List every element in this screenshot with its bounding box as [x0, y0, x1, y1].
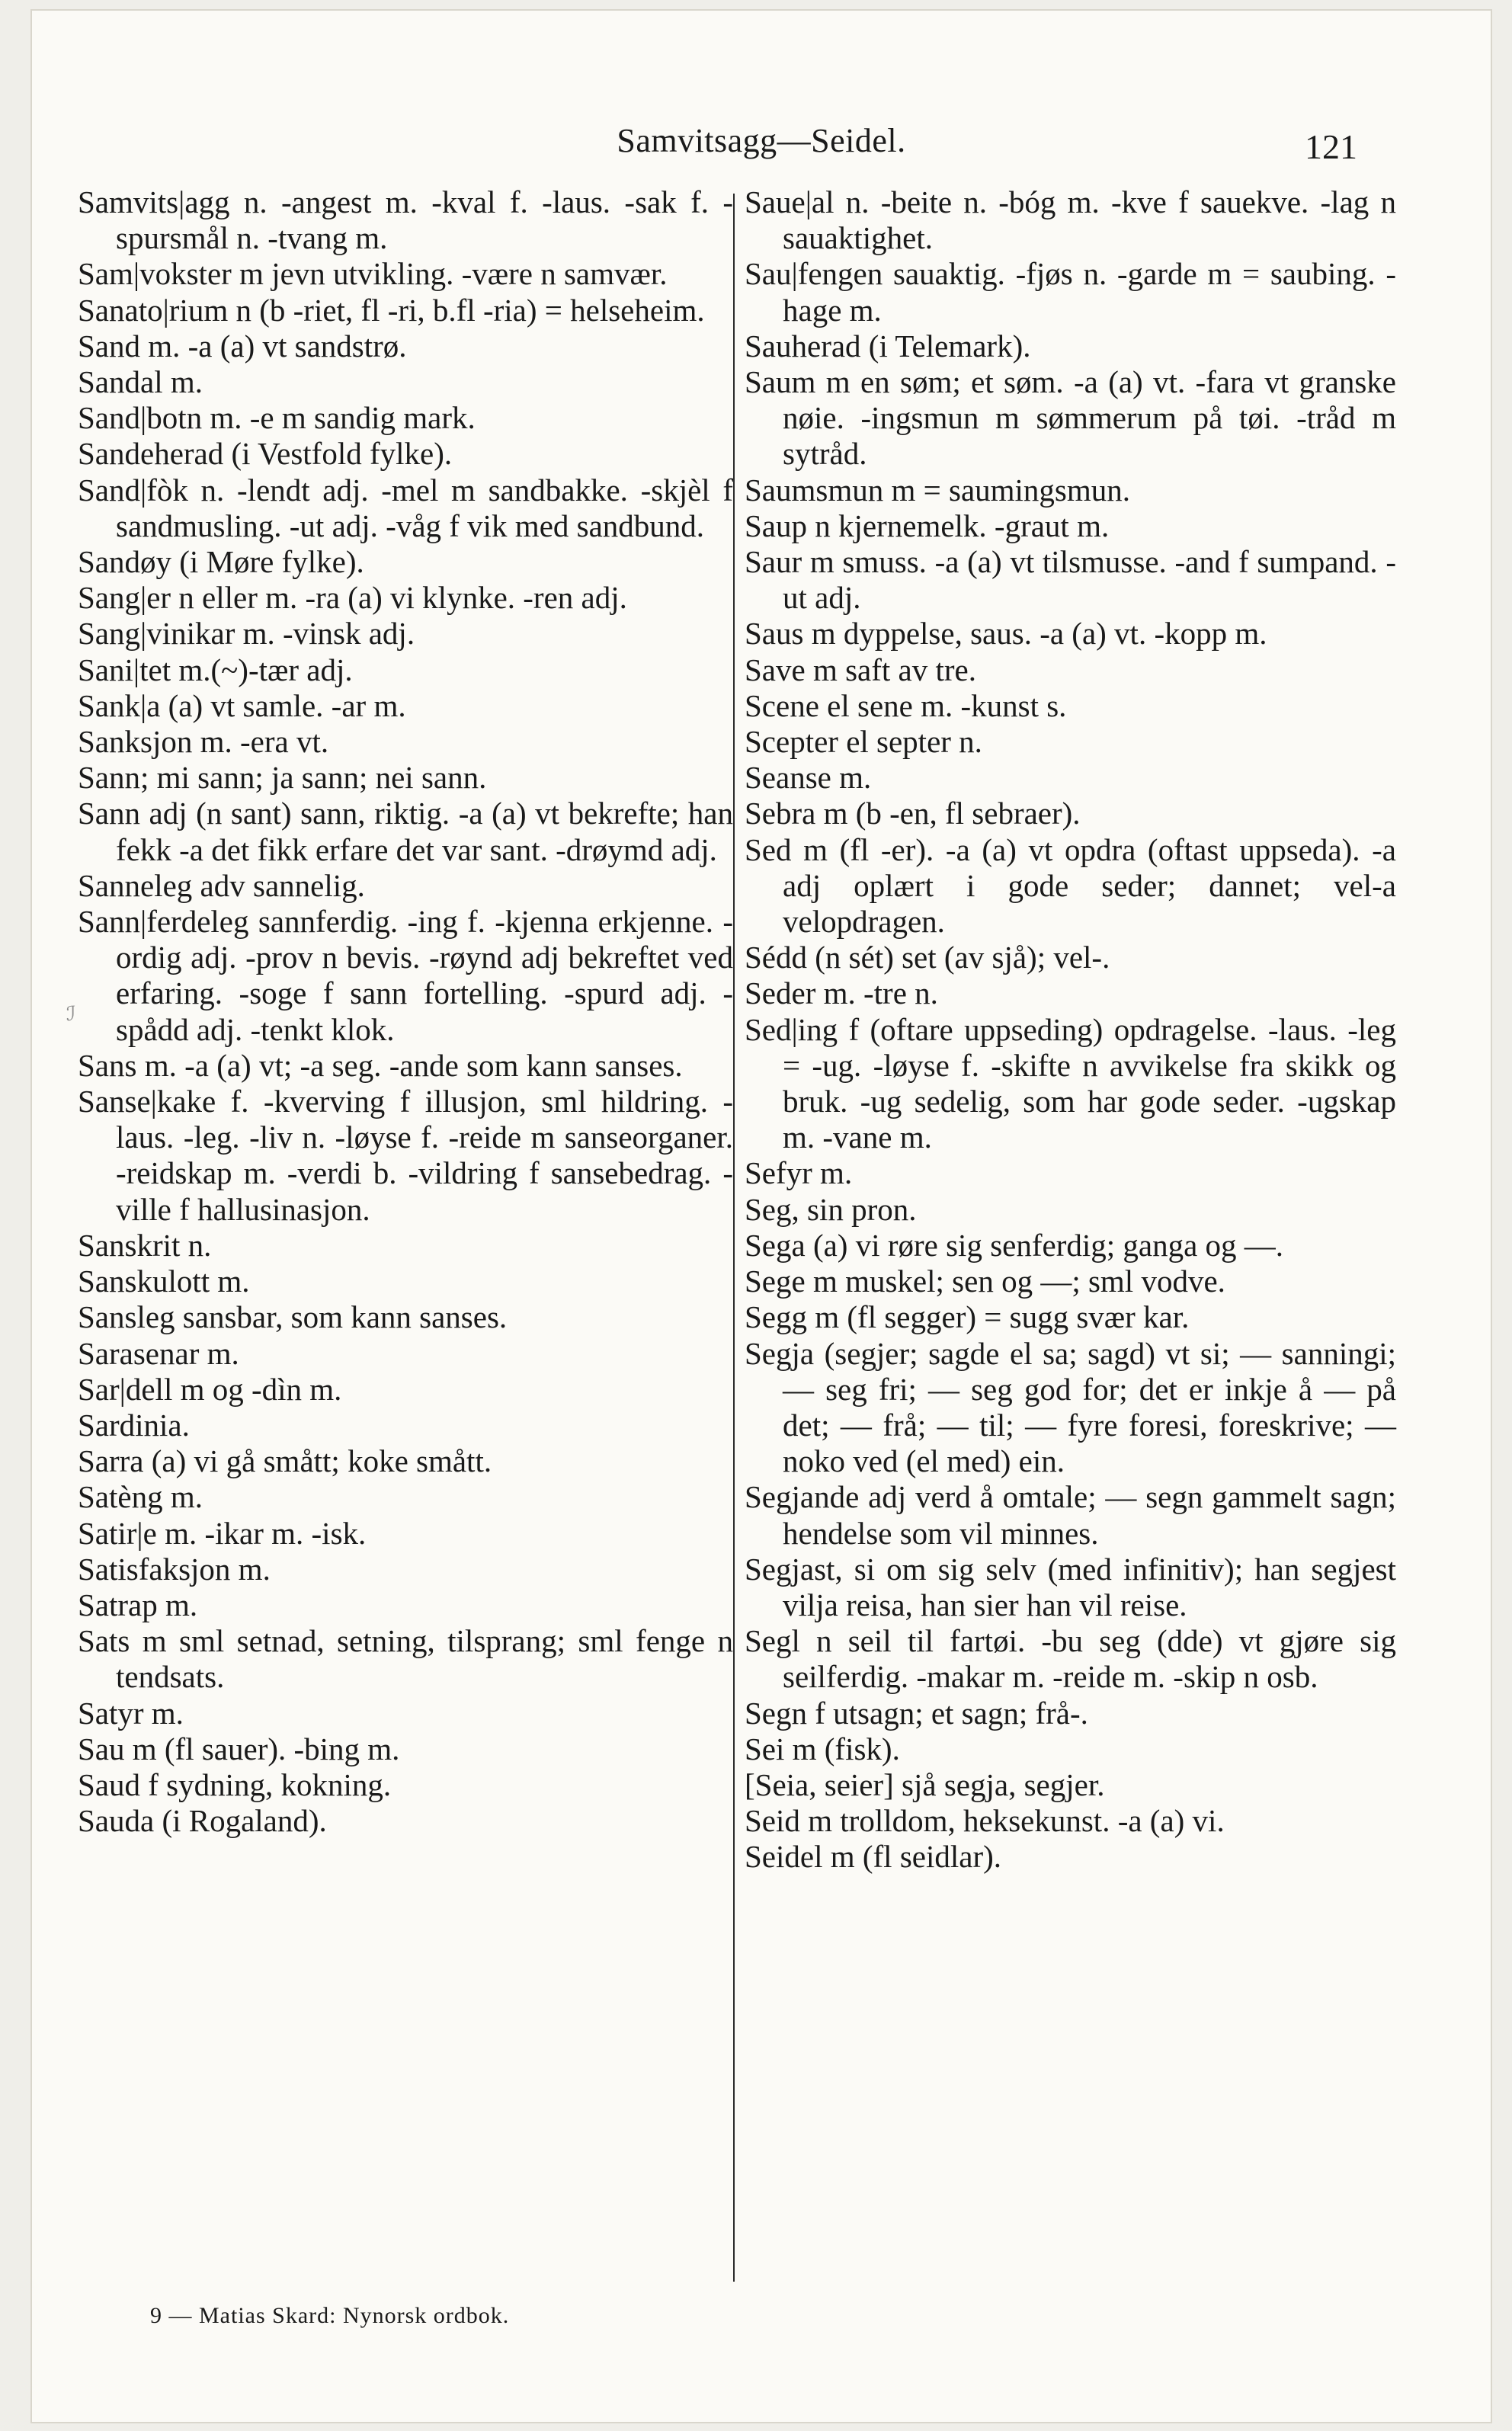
dictionary-entry: Seg, sin pron. [745, 1191, 917, 1227]
dictionary-entry: [Seia, seier] sjå segja, segjer. [745, 1766, 1105, 1802]
dictionary-entry: Sanskrit n. [78, 1227, 212, 1263]
dictionary-entry: Sei m (fisk). [745, 1731, 900, 1766]
dictionary-entry: Sebra m (b -en, fl sebraer). [745, 796, 1081, 831]
dictionary-entry: Sed m (fl -er). -a (a) vt opdra (oftast uppseda). -a adj oplært i gode seder; dannet; vel-a velopdragen. [745, 831, 1396, 940]
dictionary-entry: Segja (segjer; sagde el sa; sagd) vt si; — sanningi; — seg fri; — seg god for; det er inkje å — på det; — frå; — til; — fyre foresi, foreskrive; — noko ved (el med) ein. [745, 1335, 1396, 1479]
page-footer: 9 — Matias Skard: Nynorsk ordbok. [150, 2303, 510, 2328]
dictionary-entry: Sanksjon m. -era vt. [78, 724, 329, 760]
dictionary-entry: Sar|dell m og -dìn m. [78, 1371, 342, 1407]
dictionary-entry: Sanato|rium n (b -riet, fl -ri, b.fl -ria) = helseheim. [78, 292, 705, 328]
dictionary-entry: Sed|ing f (oftare uppseding) opdragelse. -laus. -leg = -ug. -løyse f. -skifte n avvikelse fra skikk og bruk. -ug sedelig, som har gode seder. -ugskap m. -vane m. [745, 1011, 1396, 1155]
dictionary-entry: Sand|fòk n. -lendt adj. -mel m sandbakke. -skjèl f sandmusling. -ut adj. -våg f vik med sandbund. [78, 472, 733, 543]
dictionary-entry: Sege m muskel; sen og —; sml vodve. [745, 1264, 1225, 1299]
dictionary-entry: Satrap m. [78, 1587, 198, 1622]
dictionary-entry: Sanse|kake f. -kverving f illusjon, sml hildring. -laus. -leg. -liv n. -løyse f. -reide m sanseorganer. -reidskap m. -verdi b. -vildring f sansebedrag. -ville f hallusinasjon. [78, 1084, 733, 1227]
dictionary-entry: Sann|ferdeleg sannferdig. -ing f. -kjenna erkjenne. -ordig adj. -prov n bevis. -røynd adj bekreftet ved erfaring. -soge f sann fortelling. -spurd adj. -spådd adj. -tenkt klok. [78, 904, 733, 1047]
dictionary-entry: Sauda (i Rogaland). [78, 1803, 327, 1839]
dictionary-entry: Sédd (n sét) set (av sjå); vel-. [745, 940, 1110, 975]
dictionary-entry: Sega (a) vi røre sig senferdig; ganga og —. [745, 1227, 1284, 1263]
dictionary-entry: Saur m smuss. -a (a) vt tilsmusse. -and f sumpand. -ut adj. [745, 544, 1396, 616]
dictionary-entry: Segl n seil til fartøi. -bu seg (dde) vt gjøre sig seilferdig. -makar m. -reide m. -skip n osb. [745, 1623, 1396, 1695]
dictionary-entry: Sats m sml setnad, setning, tilsprang; sml fenge n tendsats. [78, 1623, 733, 1695]
margin-pencil-mark: ℐ [66, 1003, 76, 1026]
dictionary-entry: Sarra (a) vi gå smått; koke smått. [78, 1443, 492, 1479]
dictionary-entry: Sang|vinikar m. -vinsk adj. [78, 616, 415, 652]
dictionary-entry: Saue|al n. -beite n. -bóg m. -kve f sauekve. -lag n sauaktighet. [745, 184, 1396, 256]
dictionary-entry: Saud f sydning, kokning. [78, 1766, 392, 1802]
dictionary-entry: Saum m en søm; et søm. -a (a) vt. -fara vt granske nøie. -ingsmun m sømmerum på tøi. -tråd m sytråd. [745, 364, 1396, 472]
dictionary-entry: Samvits|agg n. -angest m. -kval f. -laus. -sak f. -spursmål n. -tvang m. [78, 184, 733, 256]
dictionary-entry: Scene el sene m. -kunst s. [745, 687, 1067, 723]
dictionary-entry: Sau|fengen sauaktig. -fjøs n. -garde m = saubing. -hage m. [745, 256, 1396, 328]
dictionary-entry: Save m saft av tre. [745, 652, 976, 687]
dictionary-entry: Sandal m. [78, 364, 203, 400]
right-column [745, 184, 1396, 1875]
dictionary-entry: Sanneleg adv sannelig. [78, 867, 365, 903]
dictionary-entry: Satir|e m. -ikar m. -isk. [78, 1515, 367, 1551]
dictionary-entry: Sani|tet m.(~)-tær adj. [78, 652, 353, 687]
dictionary-entry: Saup n kjernemelk. -graut m. [745, 508, 1110, 543]
dictionary-entry: Saus m dyppelse, saus. -a (a) vt. -kopp m. [745, 616, 1267, 652]
dictionary-entry: Seder m. -tre n. [745, 975, 938, 1011]
dictionary-entry: Sam|vokster m jevn utvikling. -være n samvær. [78, 256, 668, 292]
dictionary-page [30, 9, 1492, 2423]
dictionary-entry: Seidel m (fl seidlar). [745, 1839, 1002, 1875]
dictionary-entry: Segjande adj verd å omtale; — segn gammelt sagn; hendelse som vil minnes. [745, 1479, 1396, 1551]
dictionary-entry: Satyr m. [78, 1695, 184, 1731]
dictionary-entry: Seanse m. [745, 760, 872, 796]
dictionary-entry: Sang|er n eller m. -ra (a) vi klynke. -ren adj. [78, 580, 627, 616]
dictionary-entry: Satisfaksjon m. [78, 1551, 271, 1587]
dictionary-entry: Segg m (fl segger) = sugg svær kar. [745, 1299, 1190, 1335]
dictionary-entry: Sand|botn m. -e m sandig mark. [78, 400, 476, 436]
column-divider [733, 194, 735, 2282]
dictionary-entry: Segn f utsagn; et sagn; frå-. [745, 1695, 1088, 1731]
dictionary-entry: Sansleg sansbar, som kann sanses. [78, 1299, 508, 1335]
dictionary-entry: Sefyr m. [745, 1155, 853, 1191]
dictionary-entry: Saumsmun m = saumingsmun. [745, 472, 1131, 508]
dictionary-entry: Sanskulott m. [78, 1264, 250, 1299]
dictionary-entry: Sand m. -a (a) vt sandstrø. [78, 328, 407, 364]
dictionary-entry: Sann adj (n sant) sann, riktig. -a (a) vt bekrefte; han fekk -a det fikk erfare det var sant. -drøymd adj. [78, 796, 733, 867]
dictionary-entry: Sans m. -a (a) vt; -a seg. -ande som kann sanses. [78, 1047, 683, 1083]
dictionary-entry: Scepter el septer n. [745, 724, 982, 760]
dictionary-entry: Sank|a (a) vt samle. -ar m. [78, 687, 406, 723]
dictionary-entry: Seid m trolldom, heksekunst. -a (a) vi. [745, 1803, 1225, 1839]
dictionary-entry: Sau m (fl sauer). -bing m. [78, 1731, 400, 1766]
page-number: 121 [1305, 127, 1357, 166]
left-column [78, 184, 733, 1839]
running-head: Samvitsagg—Seidel. [617, 122, 906, 159]
dictionary-entry: Sardinia. [78, 1407, 190, 1443]
dictionary-entry: Sauherad (i Telemark). [745, 328, 1031, 364]
dictionary-entry: Segjast, si om sig selv (med infinitiv); han segjest vilja reisa, han sier han vil reise. [745, 1551, 1396, 1622]
dictionary-entry: Sandeherad (i Vestfold fylke). [78, 436, 453, 472]
dictionary-entry: Sarasenar m. [78, 1335, 239, 1371]
dictionary-entry: Sann; mi sann; ja sann; nei sann. [78, 760, 487, 796]
dictionary-entry: Satèng m. [78, 1479, 203, 1515]
dictionary-entry: Sandøy (i Møre fylke). [78, 544, 364, 580]
